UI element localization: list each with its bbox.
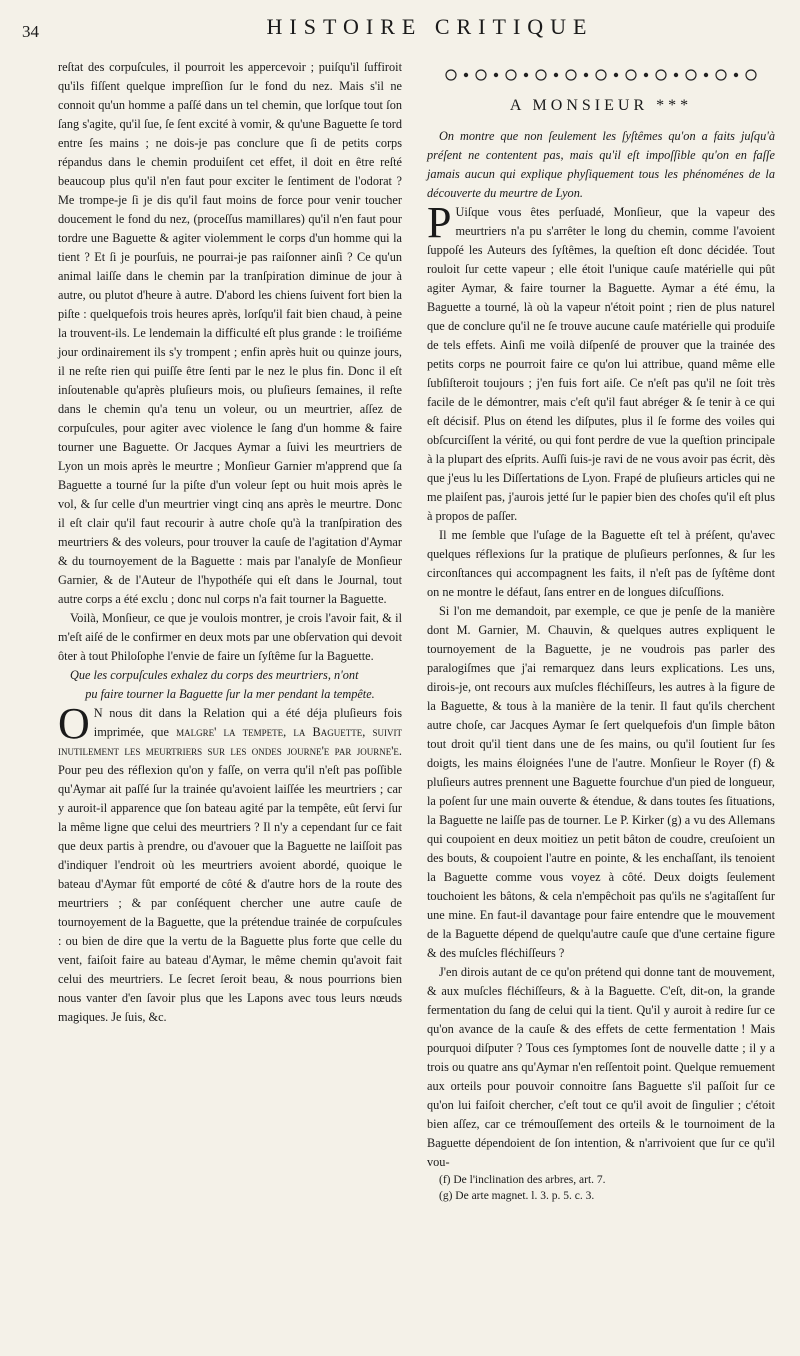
chapter-summary: On montre que non ſeulement les ſyſtêmes qu'on a faits juſqu'à préſent ne contentent pas, mais qu'il eſt impoſſible qu'on en faſſe jamais aucun qui explique phyſiquement tous les phénoménes de la découverte du meurtre de Lyon. — [427, 129, 775, 200]
running-title: HISTOIRE CRITIQUE — [266, 14, 594, 39]
footnote: (g) De arte magnet. l. 3. p. 5. c. 3. — [439, 1190, 595, 1202]
paragraph-start: N nous dit dans la Relation qui a été déja pluſieurs fois imprimée, que — [93, 706, 402, 739]
ornament-icon — [436, 68, 766, 82]
paragraph: Il me ſemble que l'uſage de la Baguette eſt tel à préſent, qu'avec quelques réflexions ſur la pratique de pluſieurs perſonnes, & ſur les circonſtances qui accompagnent les faits, il n'eſt pas de ſyſtême dont on ne montre le défaut, ſans entrer en de longues diſcuſſions. — [427, 528, 775, 599]
paragraph: Si l'on me demandoit, par exemple, ce que je penſe de la manière dont M. Garnier, M. Chauvin, & quelques autres expliquent le tournoyement de la Baguette, je ne voudrois pas parler des paralogiſmes que j'ai remarquez dans leurs explications. Les uns, dirois-je, ont recours aux muſcles fléchiſſeurs, les autres à la figure de la Baguette, & tous à la manière de la tenir. Il faut qu'ils cherchent autre choſe, car Jacques Aymar ſe ſert quelquefois d'un ſimple bâton tout droit qu'il tient dans une de ſes mains, ou qu'il ſoutient ſur ſes doigts, les mains éloignées l'une de l'autre. Monſieur le Royer (f) & pluſieurs autres prennent une Baguette fourchue d'un pied de longueur, la poſent ſur une main ouverte & étendue, & dans toutes ſes ſituations, la Baguette ne laiſſe pas de tourner. Le P. Kirker (g) a vu des Allemans qui coupoient en deux moitiez un petit bâton de coudre, creuſoient un des bouts, & coupoient l'autre en pointe, & les enchaſſant, ils tenoient la Baguette comme vous voyez à côté. Deux doigts ſeulement touchoient les bâtons, & cela n'empêchoit pas qu'ils ne s'agitaſſent ſur une mine. En faut-il davantage pour faire entendre que le mouvement de la Baguette dépend de quelqu'autre cauſe que d'une certaine figure & des muſcles fléchiſſeurs ? — [427, 604, 775, 960]
paragraph-rest: Pour peu des réflexion qu'on y faſſe, on verra qu'il n'eſt pas poſſible qu'Aymar ait paſſé ſur la trainée qu'avoient laiſſée les meurtriers ; car y auroit-il apparence que ſon bateau agité par la tempête, eût ſervi ſur la même ligne que celui des meurtriers ? Il n'y a cependant ſur ce fait que deux partis à prendre, ou d'avouer que la Baguette ne laiſſoit pas d'indiquer l'endroit où les meurtriers avoient abordé, quoique le bateau d'Aymar fût emporté de côté & d'autre hors de la route des meurtriers ; & par conſéquent chercher une autre cauſe de tournoyement de la Baguette, que la prétendue trainée de corpuſcules : ou bien de dire que la vertu de la Baguette plus forte que celle du vent, faiſoit faire au bateau d'Aymar, le même chemin qu'avoit fait celui des meurtriers. Le ſecret ſeroit beau, & nous pourrions bien nous vanter d'en ſavoir plus que les Lapons avec tous leurs nœuds magiques. Je ſuis, &c. — [58, 763, 402, 1024]
decorative-ornament-band — [427, 66, 775, 84]
right-column — [427, 58, 775, 1204]
paragraph-text: Uiſque vous êtes perſuadé, Monſieur, que la vapeur des meurtriers n'a pu s'arrêter le long du chemin, comme l'avoient ſuppoſé les Auteurs des ſyſtêmes, la queſtion eſt donc décidée. Tout rouloit ſur cette vapeur ; elle étoit l'unique cauſe matérielle qui pût agiter Aymar, & faire tourner la Baguette. Aymar a été ému, la Baguette a tourné, là où la vapeur n'étoit point ; rien de plus naturel que de conclure qu'il ne ſe trouve aucune cauſe matérielle qui produiſe de tels effets. Ainſi me voilà diſpenſé de prouver que la trainée des petits corps ne pourroit faire ce qu'on lui attribue, quand même elle ſubſiſteroit toujours ; j'en fuis fort aiſe. Ce n'eſt pas qu'il ne ſoit très facile de le démontrer, mais c'eſt qu'il faut abréger & ſe tenir à ce qui eſt décisif. Plus on étend les diſputes, plus il ſe forme des voiles qui obſcurciſſent la vérité, ou qui font perdre de vue la queſtion principale à la plupart des eſprits. Auſſi ſuis-je ravi de ne vous avoir pas écrit, dès que j'eus lu les Diſſertations de Lyon. Frapé de pluſieurs articles qui ne me plaiſent pas, j'aurois jetté ſur le papier bien des choſes qu'il eſt plus à propos de paſſer. — [427, 205, 775, 523]
footnote: (f) De l'inclination des arbres, art. 7. — [439, 1174, 606, 1186]
paragraph-dropcap — [58, 699, 402, 1027]
page-number: 34 — [22, 22, 39, 41]
paragraph: reſtat des corpuſcules, il pourroit les appercevoir ; puiſqu'il ſuffiroit qu'ils fiſſent quelque impreſſion ſur le fond du nez. Mais s'il ne connoit qu'un homme a paſſé dans un tel chemin, que lorſque tout ſon ſang s'agite, qu'il ſue, ſe ſent excité à vomir, & qu'une Baguette ſe tord entre ſes mains ; ne dois-je pas conclure que ſi de petits corps répandus dans le chemin produiſent cet effet, il doit en être reſté beaucoup plus qu'il n'en faut pour exciter le ſentiment de l'odorat ? Me trompe-je ſi je dis qu'il faut moins de force pour venir toucher doucement le fond du nez, (proceſſus mamillares) qu'il n'en faut pour tordre une Baguette & agiter violemment le corps d'un homme qui la tient ? Et ſi je pourſuis, ne pourrai-je pas raiſonner ainſi ? Ce qu'un animal laiſſe dans le chemin par la tranſpiration diminue de jour à autre, ou plutot d'heure à autre. D'abord les chiens ſuivent fort bien la piſte : quelquefois trois heures après, lorſqu'il fait bien chaud, à peine la trouvent-ils. Le lendemain la difficulté eſt plus grande : le troiſiéme jour ordinairement ils s'y trompent ; enfin après huit ou quinze jours, il ne reſte rien qui puiſſe être ſenti par le nez le plus fin. Donc il eſt inſoutenable qu'après pluſieurs mois, ou pluſieurs ſemaines, il reſte dans le chemin qu'a tenu un voleur, ou un meurtrier, aſſez de corpuſcules, pour agiter avec violence le ſang d'un homme & faire tourner une Baguette. Or Jacques Aymar a ſuivi les meurtriers de Lyon un mois après le meurtre ; Monſieur Garnier m'apprend que ſa Baguette a tourné ſur la piſte d'un voleur ſept ou huit mois après le vol, & ſur celle d'un meurtrier vingt cinq ans après le meurtre. Donc il eſt clair qu'il faut recourir à autre choſe qu'à la tranſpiration des meurtriers & des voleurs, pour trouver la cauſe de l'agitation d'Aymar & du tournoyement de la Baguette : mais par l'analyſe de Monſieur Garnier, & de l'Auteur de l'hypothéſe qui eſt dans le Journal, tout autre corps a été exclu ; donc nul corps n'a fait tourner la Baguette. — [58, 60, 402, 606]
paragraph: J'en dirois autant de ce qu'on prétend qui donne tant de mouvement, & aux muſcles fléchiſſeurs, & à la Baguette. C'eſt, dit-on, la grande fermentation du ſang de celui qui la tient. Qu'il y auroit à redire ſur ce qu'on avance de la cauſe & des effets de cette fermentation ! Mais pourquoi diſputer ? Tous ces ſymptomes ſont de nouvelle datte ; il y a trois ou quatre ans qu'Aymar n'en reſſentoit point. Quelque remuement aux orteils pour pouvoir connoitre ſans Baguette s'il paſſoit ſur ce qu'on lui faiſoit chercher, c'eſt tout ce qu'il avoit de ſingulier ; c'étoit bien aſſez, car ce trémouſſement des orteils & le tournoiment de la Baguette dépendoient de ſon intention, & n'arrivoient que ſur ce qu'il vou- — [427, 965, 775, 1169]
paragraph-dropcap — [427, 198, 775, 526]
drop-cap: O — [58, 699, 90, 748]
small-caps-phrase: malgre' la tempete, la Baguette, suivit inutilement les meurtriers sur les ondes journe'e par journe'e. — [58, 725, 402, 758]
section-heading-rest: pu faire tourner la Baguette ſur la mer pendant la tempête. — [85, 687, 375, 701]
paragraph: Voilà, Monſieur, ce que je voulois montrer, je crois l'avoir fait, & il m'eſt aiſé de le confirmer en deux mots par une obſervation qui devoit ôter à tout Philoſophe l'envie de faire un ſyſtême ſur la Baguette. — [58, 611, 402, 663]
drop-cap: P — [427, 198, 452, 247]
addressee-heading: A MONSIEUR *** — [509, 97, 693, 114]
section-heading-line-1: Que les corpuſcules exhalez du corps des meurtriers, n'ont — [70, 668, 359, 682]
left-column — [58, 58, 402, 1027]
section-heading — [58, 666, 402, 704]
